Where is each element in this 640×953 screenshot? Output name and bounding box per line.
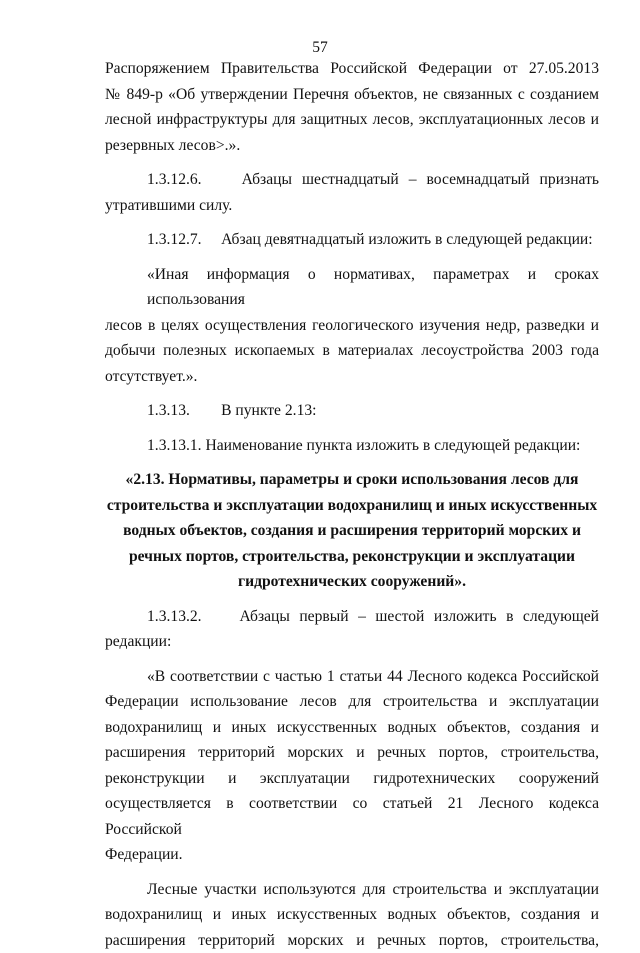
item-1-3-12-6-line	[105, 167, 599, 193]
paragraph-line: расширения территорий морских и речных портов, строительства,	[105, 928, 599, 953]
text-line: лесной инфраструктуры для защитных лесов, эксплуатационных лесов и	[105, 107, 599, 133]
text-line: № 849-р «Об утверждении Перечня объектов, не связанных с созданием	[105, 82, 599, 108]
heading-line: «2.13. Нормативы, параметры и сроки использования лесов для	[105, 467, 599, 493]
quote-line: «Иная информация о нормативах, параметрах и сроках использования	[105, 262, 599, 313]
text-line: Распоряжением Правительства Российской Федерации от 27.05.2013	[105, 56, 599, 82]
quote-line: водохранилищ и иных искусственных водных объектов, создания и	[105, 715, 599, 741]
quote-line: добычи полезных ископаемых в материалах лесоустройства 2003 года	[105, 338, 599, 364]
text-line: резервных лесов>.».	[105, 133, 599, 159]
quote-line: Федерации.	[105, 842, 599, 868]
quote-line: Федерации использование лесов для строительства и эксплуатации	[105, 689, 599, 715]
item-number: 1.3.13.2.	[147, 608, 202, 625]
item-text: В пункте 2.13:	[221, 402, 316, 419]
paragraph-line: водохранилищ и иных искусственных водных объектов, создания и	[105, 902, 599, 928]
heading-line: гидротехнических сооружений».	[105, 569, 599, 595]
text-line: утратившими силу.	[105, 193, 599, 219]
item-number: 1.3.13.	[147, 402, 190, 419]
heading-line: строительства и эксплуатации водохранилищ и иных искусственных	[105, 493, 599, 519]
item-number: 1.3.12.7.	[147, 231, 202, 248]
quote-line: расширения территорий морских и речных портов, строительства,	[105, 740, 599, 766]
item-1-3-13-1: 1.3.13.1. Наименование пункта изложить в следующей редакции:	[105, 433, 599, 459]
item-1-3-13-2-line	[105, 604, 599, 630]
heading-line: водных объектов, создания и расширения территорий морских и	[105, 518, 599, 544]
text-line: редакции:	[105, 629, 599, 655]
item-1-3-12-7	[105, 227, 599, 253]
quote-line: отсутствует.».	[105, 364, 599, 390]
quote-line: «В соответствии с частью 1 статьи 44 Лесного кодекса Российской	[105, 664, 599, 690]
heading-line: речных портов, строительства, реконструкции и эксплуатации	[105, 544, 599, 570]
quote-line: лесов в целях осуществления геологического изучения недр, разведки и	[105, 313, 599, 339]
item-text: Абзац девятнадцатый изложить в следующей редакции:	[221, 231, 593, 248]
item-text: Абзацы первый – шестой изложить в следующей	[240, 608, 599, 625]
quote-line: осуществляется в соответствии со статьей 21 Лесного кодекса Российской	[105, 791, 599, 842]
page-number: 57	[0, 38, 640, 58]
item-text: Абзацы шестнадцатый – восемнадцатый признать	[242, 171, 599, 188]
item-number: 1.3.12.6.	[147, 171, 202, 188]
document-body	[105, 56, 599, 953]
quote-line: реконструкции и эксплуатации гидротехнических сооружений	[105, 766, 599, 792]
item-1-3-13	[105, 398, 599, 424]
paragraph-line: Лесные участки используются для строительства и эксплуатации	[105, 877, 599, 903]
